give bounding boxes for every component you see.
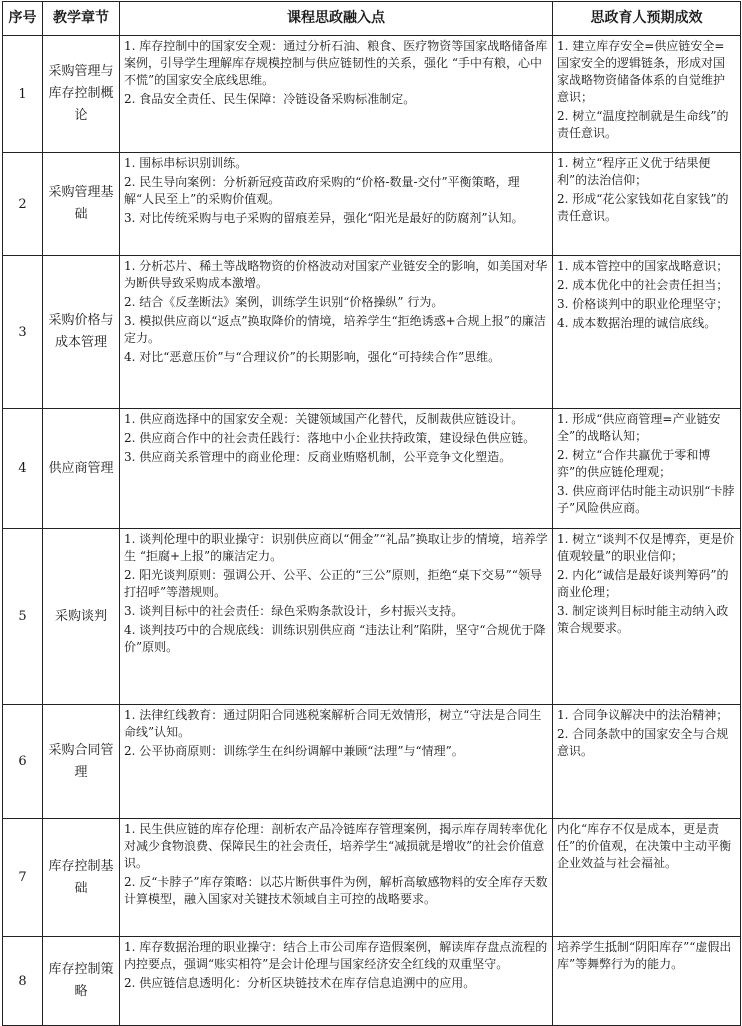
curriculum-table: [2, 1, 741, 1026]
header-row: [3, 2, 741, 36]
point-item: 3. 对比传统采购与电子采购的留痕差异，强化“阳光是最好的防腐剂”认知。: [124, 211, 524, 225]
header-chapter: 教学章节: [43, 2, 120, 36]
row-number: 8: [3, 937, 43, 1026]
point-item: 1. 民生供应链的库存伦理：剖析农产品冷链库存管理案例，揭示库存周转率优化对减少食物浪费、保障民生的社会责任，培养学生“减损就是增收”的社会价值意识。: [124, 822, 548, 870]
table-row: [3, 153, 741, 256]
point-item: 1. 分析芯片、稀土等战略物资的价格波动对国家产业链安全的影响，如美国对华为断供导致采购成本激增。: [124, 259, 548, 290]
table-row: [3, 705, 741, 819]
outcomes-cell: [553, 937, 741, 1026]
outcome-item: 2. 树立“合作共赢优于零和博弈”的供应链伦理观；: [557, 448, 711, 479]
outcome-item: 2. 成本优化中的社会责任担当；: [557, 278, 729, 292]
point-item: 2. 供应链信息透明化：分析区块链技术在库存信息追溯中的应用。: [124, 976, 476, 990]
outcomes-cell: [553, 819, 741, 937]
chapter-cell: 库存控制基础: [43, 819, 120, 937]
point-item: 1. 库存控制中的国家安全观：通过分析石油、粮食、医疗物资等国家战略储备库案例，引导学生理解库存规模控制与供应链韧性的关系，强化 “手中有粮，心中不慌”的国家安全底线思维。: [124, 39, 548, 87]
chapter-cell: 供应商管理: [43, 409, 120, 529]
outcomes-cell: [553, 153, 741, 256]
outcome-item: 2. 内化“诚信是最好谈判筹码”的商业伦理；: [557, 568, 729, 599]
points-cell: [120, 819, 553, 937]
chapter-cell: 采购管理基础: [43, 153, 120, 256]
point-item: 2. 结合《反垄断法》案例，训练学生识别“价格操纵” 行为。: [124, 295, 444, 309]
outcome-item: 3. 制定谈判目标时能主动纳入政策合规要求。: [557, 604, 729, 635]
outcome-item: 1. 成本管控中的国家战略意识；: [557, 259, 729, 273]
outcome-item: 1. 建立库存安全=供应链安全=国家安全的逻辑链条，形成对国家战略物资储备体系的自觉维护意识；: [557, 39, 726, 104]
point-item: 3. 供应商关系管理中的商业伦理：反商业贿赂机制，公平竞争文化塑造。: [124, 450, 512, 464]
points-cell: [120, 36, 553, 153]
outcome-item: 内化“库存不仅是成本，更是责任”的价值观，在决策中主动平衡企业效益与社会福祉。: [557, 822, 732, 870]
outcome-item: 3. 供应商评估时能主动识别“卡脖子”风险供应商。: [557, 484, 735, 515]
header-no: 序号: [3, 2, 43, 36]
outcome-item: 培养学生抵制“阴阳库存”“虚假出库”等舞弊行为的能力。: [557, 940, 732, 971]
point-item: 3. 模拟供应商以“返点”换取降价的情境，培养学生“拒绝诱惑+合规上报”的廉洁定力。: [124, 314, 546, 345]
table-row: [3, 256, 741, 409]
header-outcomes: 思政育人预期成效: [553, 2, 741, 36]
outcomes-cell: [553, 529, 741, 705]
point-item: 1. 供应商选择中的国家安全观：关键领域国产化替代，反制裁供应链设计。: [124, 412, 524, 426]
outcome-item: 1. 树立“谈判不仅是博弈，更是价值观较量”的职业信仰；: [557, 532, 735, 563]
outcome-item: 1. 形成“供应商管理=产业链安全”的战略认知；: [557, 412, 721, 443]
points-cell: [120, 705, 553, 819]
point-item: 2. 公平协商原则：训练学生在纠纷调解中兼顾“法理”与“情理”。: [124, 744, 464, 758]
points-cell: [120, 409, 553, 529]
header-points: 课程思政融入点: [120, 2, 553, 36]
point-item: 3. 谈判目标中的社会责任：绿色采购条款设计，乡村振兴支持。: [124, 604, 464, 618]
point-item: 2. 供应商合作中的社会责任践行：落地中小企业扶持政策，建设绿色供应链。: [124, 431, 536, 445]
points-cell: [120, 529, 553, 705]
table-row: [3, 529, 741, 705]
row-number: 5: [3, 529, 43, 705]
point-item: 2. 食品安全责任、民生保障：冷链设备采购标准制定。: [124, 92, 416, 106]
outcomes-cell: [553, 409, 741, 529]
row-number: 1: [3, 36, 43, 153]
outcomes-cell: [553, 36, 741, 153]
outcome-item: 1. 树立“程序正义优于结果便利”的法治信仰；: [557, 156, 711, 187]
outcome-item: 2. 形成“花公家钱如花自家钱”的责任意识。: [557, 192, 729, 223]
table-row: [3, 937, 741, 1026]
row-number: 6: [3, 705, 43, 819]
outcomes-cell: [553, 256, 741, 409]
row-number: 3: [3, 256, 43, 409]
point-item: 4. 谈判技巧中的合规底线：训练识别供应商 “违法让利”陷阱，坚守“合规优于降价”原则。: [124, 623, 546, 654]
row-number: 7: [3, 819, 43, 937]
point-item: 1. 谈判伦理中的职业操守：识别供应商以“佣金”“礼品”换取让步的情境，培养学生 “拒腐+上报”的廉洁定力。: [124, 532, 548, 563]
outcome-item: 2. 树立“温度控制就是生命线”的责任意识。: [557, 109, 729, 140]
table-row: [3, 36, 741, 153]
outcome-item: 3. 价格谈判中的职业伦理坚守；: [557, 297, 729, 311]
point-item: 2. 阳光谈判原则：强调公开、公平、公正的“三公”原则，拒绝“桌下交易”“领导打招呼”等潜规则。: [124, 568, 542, 599]
point-item: 2. 民生导向案例：分析新冠疫苗政府采购的“价格-数量-交付”平衡策略，理解“人民至上”的采购价值观。: [124, 175, 520, 206]
point-item: 1. 法律红线教育：通过阴阳合同逃税案解析合同无效情形，树立“守法是合同生命线”认知。: [124, 708, 542, 739]
chapter-cell: 采购合同管理: [43, 705, 120, 819]
row-number: 2: [3, 153, 43, 256]
chapter-cell: 采购谈判: [43, 529, 120, 705]
points-cell: [120, 256, 553, 409]
table-row: [3, 819, 741, 937]
table-row: [3, 409, 741, 529]
outcome-item: 4. 成本数据治理的诚信底线。: [557, 316, 717, 330]
points-cell: [120, 153, 553, 256]
chapter-cell: 库存控制策略: [43, 937, 120, 1026]
outcome-item: 2. 合同条款中的国家安全与合规意识。: [557, 727, 729, 758]
point-item: 1. 库存数据治理的职业操守：结合上市公司库存造假案例，解读库存盘点流程的内控要点，强调“账实相符”是会计伦理与国家经济安全红线的双重坚守。: [124, 940, 548, 971]
points-cell: [120, 937, 553, 1026]
point-item: 2. 反“卡脖子”库存策略：以芯片断供事件为例，解析高敏感物料的安全库存天数计算模型，融入国家对关键技术领域自主可控的战略要求。: [124, 875, 548, 906]
outcome-item: 1. 合同争议解决中的法治精神；: [557, 708, 729, 722]
row-number: 4: [3, 409, 43, 529]
outcomes-cell: [553, 705, 741, 819]
chapter-cell: 采购管理与库存控制概论: [43, 36, 120, 153]
chapter-cell: 采购价格与成本管理: [43, 256, 120, 409]
point-item: 1. 围标串标识别训练。: [124, 156, 248, 170]
point-item: 4. 对比“恶意压价”与“合理议价”的长期影响，强化“可持续合作”思维。: [124, 350, 501, 364]
